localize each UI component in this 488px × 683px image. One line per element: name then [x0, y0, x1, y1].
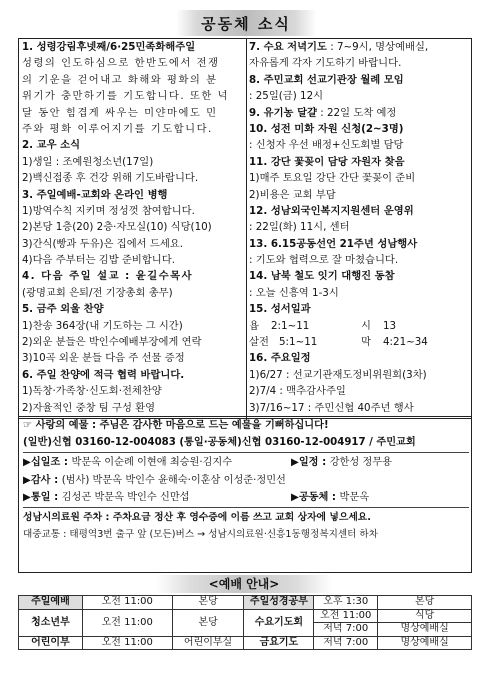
service-time: 오전 11:00	[82, 596, 172, 610]
worship-title: <예배 안내>	[208, 577, 280, 591]
section-heading: 3. 주일예배-교회와 온라인 병행	[22, 188, 168, 201]
table-row	[19, 609, 472, 623]
service-time: 오전 11:00	[82, 609, 172, 636]
section-text: : 신청자 우선 배정+신도회별 담당	[249, 139, 404, 152]
section-text: 2)비용은 교회 부담	[249, 188, 336, 201]
service-time: 오전 11:00	[82, 636, 172, 650]
lectionary-ref: 4:21~34	[383, 336, 428, 349]
section-text: : 25일(금) 12시	[249, 90, 324, 103]
lectionary-ref: 2:1~11	[271, 319, 310, 332]
divider	[23, 452, 469, 453]
section-text: : 오늘 신흥역 1-3시	[249, 286, 339, 299]
section-heading: 10. 성전 미화 자원 신청(2~3명)	[249, 122, 404, 135]
offering-box	[18, 416, 472, 573]
section-heading: 11. 강단 꽃꽂이 담당 자원자 찾음	[249, 155, 405, 168]
service-name: 청소년부	[19, 609, 83, 636]
offering-role-label: ▶공동체 :	[291, 491, 340, 503]
news-box	[18, 38, 472, 419]
service-place: 본당	[172, 596, 244, 610]
section-text: 1)방역수칙 지키며 정성껏 참여합니다.	[22, 204, 195, 217]
offering-role-label: ▶통일 :	[23, 491, 62, 503]
section-text: 2)7/4 : 맥추감사주일	[249, 385, 346, 398]
parking-notice: 성남시의료원 주차 : 주차요금 정산 후 영수증에 이름 쓰고 교회 상자에 넣으세요.	[23, 511, 371, 523]
section-heading: 15. 성서일과	[249, 303, 311, 316]
service-place: 식당	[378, 609, 472, 623]
service-place: 명상예배실	[378, 636, 472, 650]
section-text: : 22일(화) 11시, 센터	[249, 221, 350, 234]
service-place: 본당	[378, 596, 472, 610]
section-heading: 12. 성남외국인복지지원센터 운영위	[249, 204, 414, 217]
section-text: (광명교회 은퇴/전 기장총회 총무)	[22, 286, 173, 299]
section-heading: 1. 성령강림후넷째/6·25민족화해주일	[22, 41, 196, 53]
section-inline-text: : 22일 도착 예정	[316, 106, 397, 119]
section-heading: 7. 수요 저녁기도	[249, 41, 327, 53]
section-heading: 6. 주일 찬양에 적극 협력 바랍니다.	[22, 368, 185, 381]
transit-notice: 대중교통 : 태평역3번 출구 앞 (모든)버스 → 성남시의료원·신흥1동행정복지센터 하차	[23, 529, 378, 541]
lectionary-row	[249, 318, 471, 334]
offering-role-names: 박문옥	[339, 491, 370, 503]
service-time: 오후 1:30	[314, 596, 378, 610]
title-banner	[176, 10, 316, 36]
service-place: 명상예배실	[378, 623, 472, 637]
section-text: 2)자율적인 중창 팀 구성 환영	[22, 401, 156, 414]
section-text: 달 동안 힘겹게 싸우는 미얀마에도 민	[22, 106, 218, 119]
section-text: 3)10곡 외운 분들 다음 주 선물 증정	[22, 352, 185, 365]
section-text: 4)다음 주부터는 김밥 준비합니다.	[22, 254, 175, 267]
offering-role-names: (범사) 박문옥 박인수 윤해숙·이훈삼 이성준·정민선	[61, 474, 286, 486]
service-time: 저녁 7:00	[314, 623, 378, 637]
offering-role-names: 박문옥 이순례 이현애 최승원·김지수	[71, 457, 233, 469]
divider	[23, 507, 469, 508]
lectionary-book: 막	[361, 336, 371, 349]
offering-intro: ☞ 사랑의 예물 : 주님은 감사한 마음으로 드는 예물을 기뻐하십니다!	[23, 420, 329, 431]
service-name: 어린이부	[19, 636, 83, 650]
section-text: 위기가 충만하기를 기도합니다. 또한 넉	[22, 90, 230, 103]
column-divider	[246, 39, 247, 420]
section-heading: 5. 금주 외울 찬양	[22, 303, 104, 316]
left-column	[22, 39, 245, 416]
section-text: 주와 평화 이루어지기를 기도합니다.	[22, 122, 213, 135]
service-time: 오전 11:00	[314, 609, 378, 623]
table-row	[19, 636, 472, 650]
worship-schedule-table	[18, 595, 472, 650]
offering-role-label: ▶감사 :	[23, 474, 62, 486]
lectionary-ref: 5:1~11	[279, 336, 318, 349]
section-heading: 8. 주민교회 선교기관장 월례 모임	[249, 73, 404, 86]
service-name: 주일예배	[19, 596, 83, 610]
section-text: 3)7/16~17 : 주민신협 40주년 행사	[249, 401, 414, 414]
section-text: 2)백신접종 후 건강 위해 기도바랍니다.	[22, 172, 199, 185]
offering-role-names: 강한성 정무용	[329, 457, 392, 469]
service-name: 수요기도회	[244, 609, 314, 636]
section-text: 1)매주 토요일 강단 간단 꽃꽂이 준비	[249, 172, 416, 185]
service-name: 금요기도	[244, 636, 314, 650]
service-time: 저녁 7:00	[314, 636, 378, 650]
table-row	[19, 596, 472, 610]
worship-title-banner	[156, 575, 332, 593]
page-title: 공동체 소식	[201, 15, 291, 33]
service-place: 본당	[172, 609, 244, 636]
section-text: 1)찬송 364장(내 기도하는 그 시간)	[22, 319, 183, 332]
offering-role-label: ▶십일조 :	[23, 457, 72, 469]
lectionary-book: 시	[361, 319, 371, 332]
section-heading: 4. 다음 주일 설교 : 윤길수목사	[22, 270, 194, 283]
section-text: : 기도와 협력으로 잘 마쳤습니다.	[249, 254, 399, 267]
section-heading: 2. 교우 소식	[22, 139, 81, 152]
section-heading: 9. 유기농 달걀	[249, 106, 317, 119]
section-inline-text: : 7~9시, 명상예배실,	[326, 41, 429, 53]
section-heading: 16. 주요일정	[249, 352, 311, 365]
section-text: 2)외운 분들은 박인수예배부장에게 연락	[22, 336, 202, 349]
lectionary-book: 살전	[249, 336, 269, 349]
section-heading: 14. 남북 철도 잇기 대행진 동참	[249, 270, 395, 283]
offering-role-label: ▶일정 :	[291, 457, 330, 469]
lectionary-row	[249, 334, 471, 350]
offering-accounts: (일반)신협 03160-12-004083 (통일·공동체)신협 03160-12-004917 / 주민교회	[23, 437, 416, 449]
service-place: 어린이부실	[172, 636, 244, 650]
section-text: 1)생일 : 조예원청소년(17일)	[22, 155, 154, 168]
section-text: 3)간식(빵과 두유)은 집에서 드세요.	[22, 237, 184, 250]
section-text: 1)독창·가족창·신도회·전체찬양	[22, 385, 162, 398]
section-text: 자유롭게 각자 기도하기 바랍니다.	[249, 57, 402, 70]
offering-role-names: 김성곤 박문옥 박인수 신만섭	[61, 491, 190, 503]
right-column	[249, 39, 471, 416]
section-text: 2)본당 1층(20) 2층·자모실(10) 식당(10)	[22, 221, 212, 234]
section-text: 성령의 인도하심으로 한반도에서 전쟁	[22, 57, 220, 70]
section-heading: 13. 6.15공동선언 21주년 성남행사	[249, 237, 418, 250]
section-text: 1)6/27 : 선교기관재도정비위원회(3차)	[249, 368, 427, 381]
service-name: 주일성경공부	[244, 596, 314, 610]
section-text: 의 기운을 걷어내고 화해와 평화의 분	[22, 73, 218, 86]
lectionary-ref: 13	[383, 319, 397, 332]
lectionary-book: 욥	[249, 319, 259, 332]
